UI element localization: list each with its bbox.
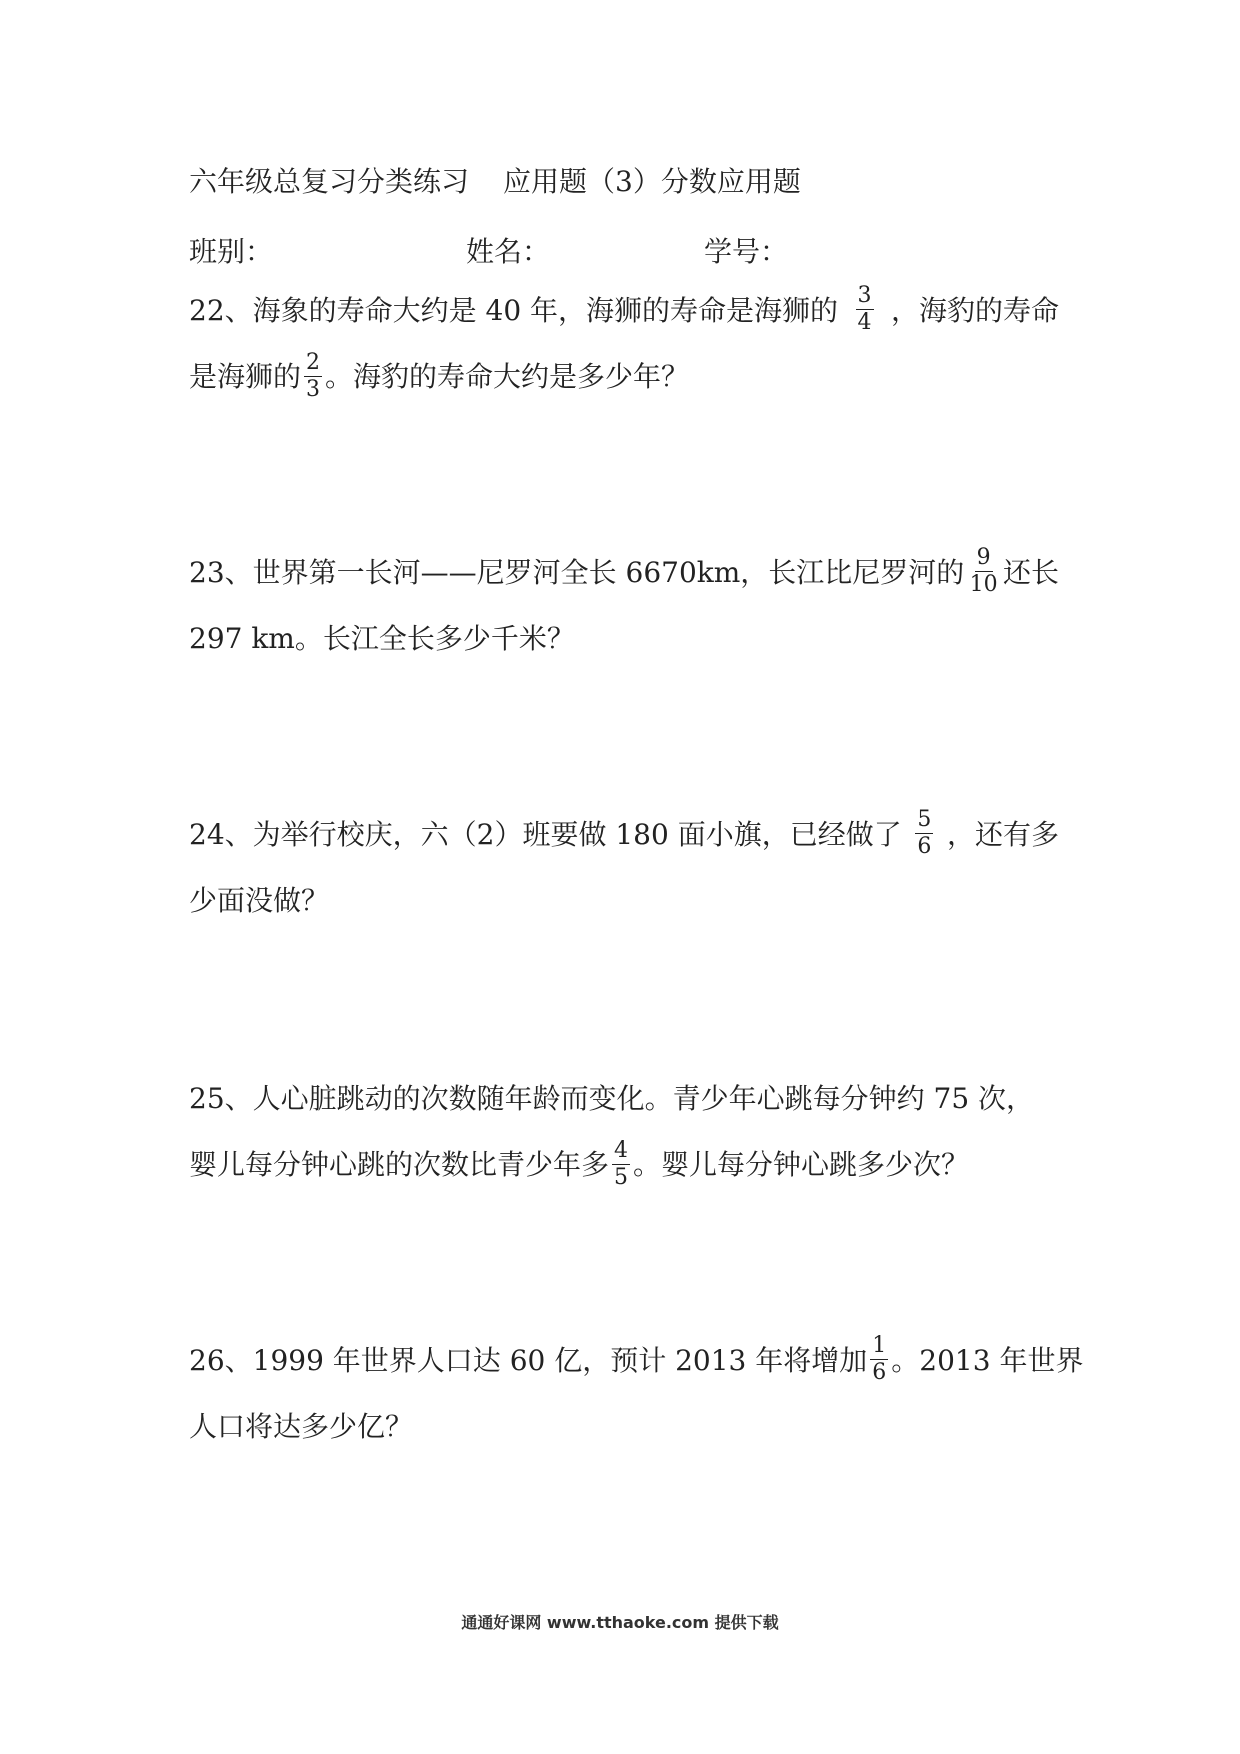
- fraction-denominator: 5: [614, 1165, 629, 1190]
- problem-22-line-1: [189, 278, 1059, 344]
- fraction-three-quarters: [856, 284, 874, 335]
- footer-source: 通通好课网 www.tthaoke.com 提供下载: [461, 1613, 779, 1632]
- problem-23-line-2: [189, 606, 1059, 672]
- fraction-numerator: 2: [306, 350, 321, 375]
- fraction-nine-tenths: [968, 546, 1000, 597]
- fraction-numerator: 1: [872, 1332, 887, 1358]
- fraction-numerator: 3: [857, 282, 872, 308]
- problem-23-text-b: 还长: [1002, 556, 1059, 589]
- name-label: 姓名：: [466, 235, 551, 268]
- problem-24-text-c: 少面没做？: [189, 884, 330, 917]
- problem-26-text-c: 人口将达多少亿？: [189, 1410, 414, 1443]
- problem-25-text-c: 。婴儿每分钟心跳多少次？: [633, 1148, 970, 1181]
- problem-24-text-b: ，还有多: [946, 818, 1059, 851]
- problem-22-line-2: [189, 344, 1059, 410]
- fraction-two-thirds: [304, 351, 322, 402]
- fraction-denominator: 3: [306, 377, 321, 402]
- problem-24-text-a: 24、为举行校庆，六（2）班要做 180 面小旗，已经做了: [189, 818, 902, 851]
- class-label: 班别：: [189, 235, 274, 268]
- fraction-denominator: 6: [872, 1359, 887, 1385]
- problem-22-text-c: 是海狮的: [189, 360, 302, 393]
- problem-24: [189, 802, 1059, 934]
- fraction-denominator: 4: [857, 309, 872, 335]
- worksheet-title: [189, 160, 801, 200]
- problem-25: [189, 1066, 1059, 1198]
- fraction-five-sixths: [915, 808, 933, 859]
- problem-23: [189, 540, 1059, 672]
- fraction-denominator: 10: [969, 571, 998, 597]
- problem-26-line-1: [189, 1328, 1084, 1394]
- problem-26: [189, 1328, 1084, 1460]
- problem-22-text-a: 22、海象的寿命大约是 40 年，海狮的寿命是海狮的: [189, 294, 839, 327]
- title-part-2: 应用题（3）分数应用题: [503, 165, 801, 198]
- fraction-numerator: 5: [917, 806, 932, 832]
- problem-24-line-1: [189, 802, 1059, 868]
- problem-26-line-2: [189, 1394, 1059, 1460]
- problem-25-line-1: [189, 1066, 1059, 1132]
- fraction-numerator: 9: [976, 544, 991, 570]
- title-part-1: 六年级总复习分类练习: [189, 165, 470, 198]
- problem-25-line-2: [189, 1132, 1059, 1198]
- problem-25-text-a: 25、人心脏跳动的次数随年龄而变化。青少年心跳每分钟约 75 次，: [189, 1082, 1035, 1115]
- problem-24-line-2: [189, 868, 1059, 934]
- problem-26-text-b: 。2013 年世界: [891, 1344, 1084, 1377]
- fraction-denominator: 6: [917, 833, 932, 859]
- fraction-numerator: 4: [614, 1138, 629, 1163]
- fraction-four-fifths: [612, 1139, 630, 1190]
- problem-23-text-c: 297 km。长江全长多少千米？: [189, 622, 575, 655]
- problem-22-text-d: 。海豹的寿命大约是多少年？: [325, 360, 690, 393]
- problem-23-text-a: 23、世界第一长河——尼罗河全长 6670km，长江比尼罗河的: [189, 556, 965, 589]
- problem-22-text-b: ，海豹的寿命: [890, 294, 1059, 327]
- problem-25-text-b: 婴儿每分钟心跳的次数比青少年多: [189, 1148, 610, 1181]
- problem-22: [189, 278, 1059, 410]
- problem-23-line-1: [189, 540, 1059, 606]
- problem-26-text-a: 26、1999 年世界人口达 60 亿，预计 2013 年将增加: [189, 1344, 868, 1377]
- student-id-label: 学号：: [704, 235, 789, 268]
- fraction-one-sixth: [870, 1334, 888, 1385]
